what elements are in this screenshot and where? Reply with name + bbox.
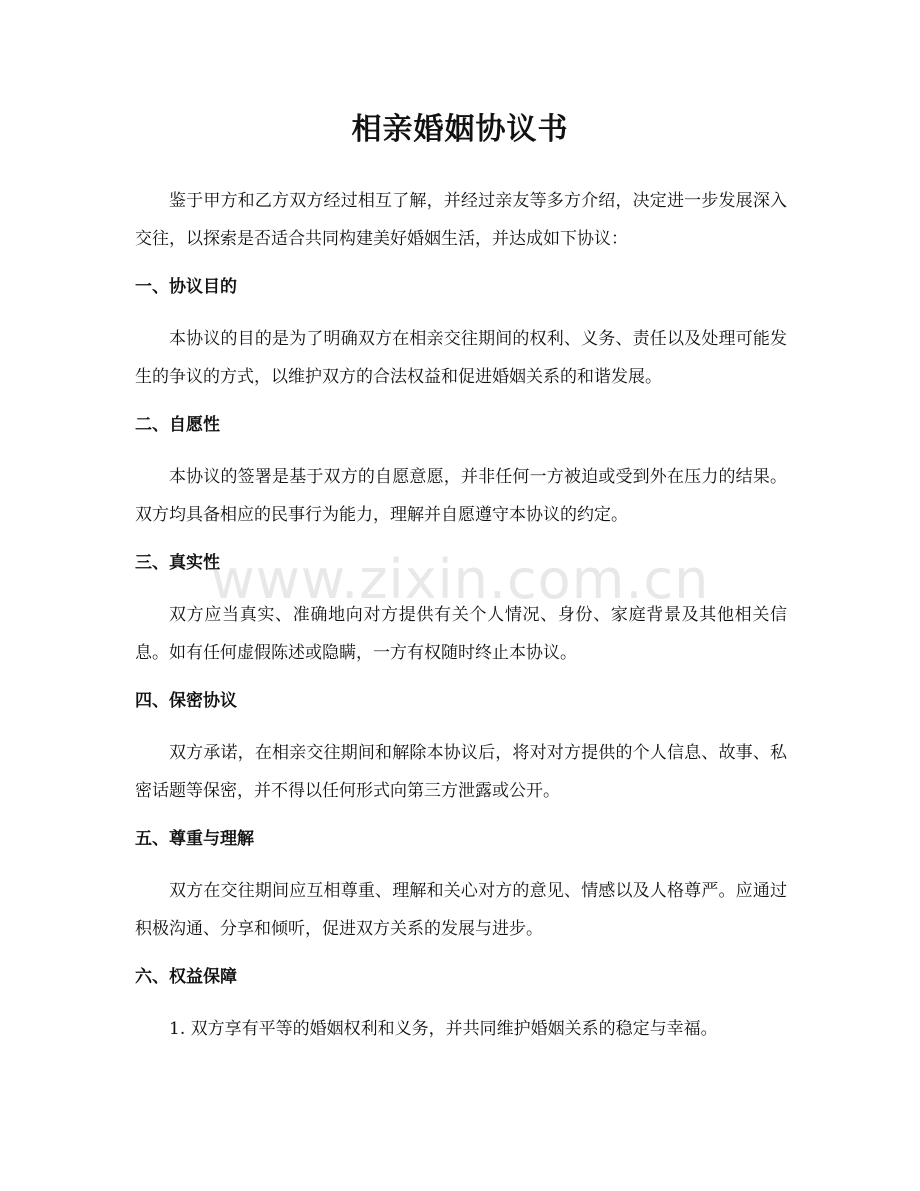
intro-paragraph: 鉴于甲方和乙方双方经过相互了解，并经过亲友等多方介绍，决定进一步发展深入交往，以探索是否适合共同构建美好婚姻生活，并达成如下协议： xyxy=(135,191,787,249)
section-body-voluntary: 本协议的签署是基于双方的自愿意愿，并非任何一方被迫或受到外在压力的结果。双方均具备相应的民事行为能力，理解并自愿遵守本协议的约定。 xyxy=(135,467,787,525)
section-body-truthfulness: 双方应当真实、准确地向对方提供有关个人情况、身份、家庭背景及其他相关信息。如有任何虚假陈述或隐瞒，一方有权随时终止本协议。 xyxy=(135,605,787,663)
section-body-respect: 双方在交往期间应互相尊重、理解和关心对方的意见、情感以及人格尊严。应通过积极沟通、分享和倾听，促进双方关系的发展与进步。 xyxy=(135,881,787,939)
section-body-confidentiality: 双方承诺，在相亲交往期间和解除本协议后，将对对方提供的个人信息、故事、私密话题等保密，并不得以任何形式向第三方泄露或公开。 xyxy=(135,743,787,801)
section-heading-purpose: 一、协议目的 xyxy=(135,277,237,297)
section-heading-rights: 六、权益保障 xyxy=(135,967,237,987)
section-heading-voluntary: 二、自愿性 xyxy=(135,415,220,435)
section-heading-respect: 五、尊重与理解 xyxy=(135,829,254,849)
section-body-rights: 1. 双方享有平等的婚姻权利和义务，并共同维护婚姻关系的稳定与幸福。 xyxy=(169,1019,718,1039)
section-body-purpose: 本协议的目的是为了明确双方在相亲交往期间的权利、义务、责任以及处理可能发生的争议的方式，以维护双方的合法权益和促进婚姻关系的和谐发展。 xyxy=(135,329,787,387)
watermark-text: www.zixin.com.cn xyxy=(210,548,710,611)
document-title: 相亲婚姻协议书 xyxy=(351,112,569,147)
section-heading-confidentiality: 四、保密协议 xyxy=(135,691,237,711)
section-heading-truthfulness: 三、真实性 xyxy=(135,553,220,573)
